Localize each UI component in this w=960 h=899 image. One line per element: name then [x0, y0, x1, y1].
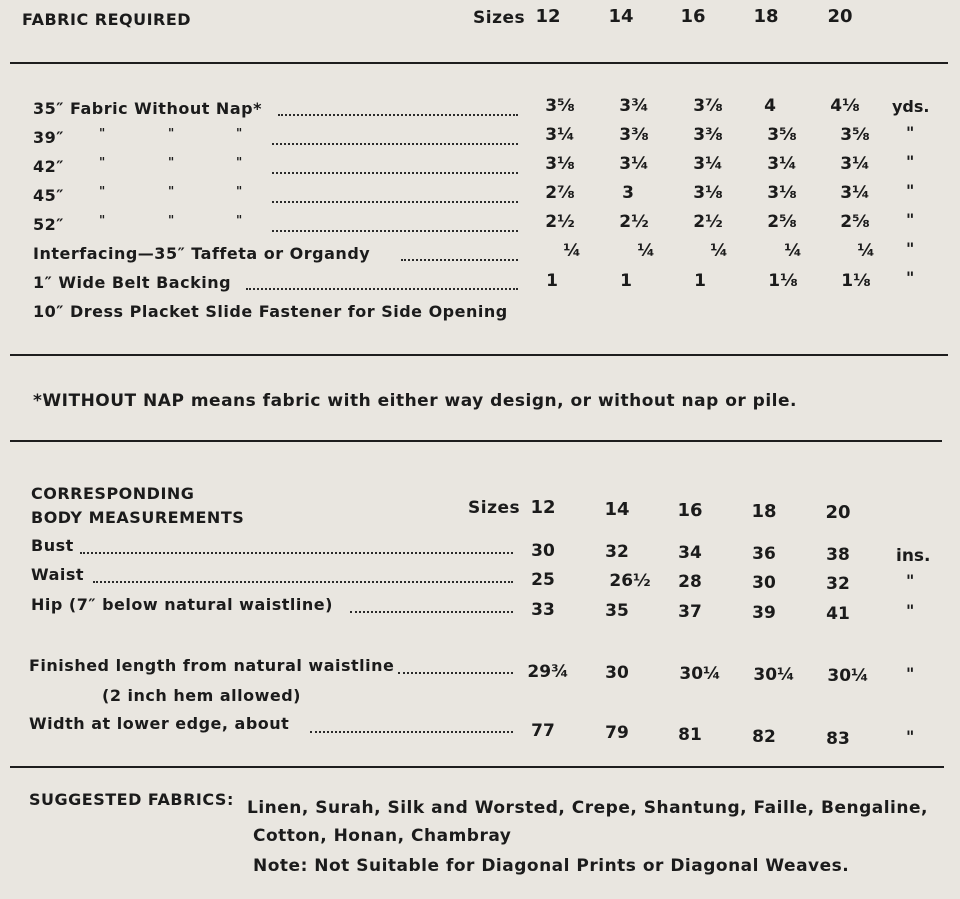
- body-sizes-label: Sizes: [468, 498, 521, 518]
- placket-fastener-line: 10″ Dress Placket Slide Fastener for Side Opening: [33, 302, 508, 321]
- divider: [10, 354, 948, 356]
- fabric-unit: ": [906, 210, 915, 229]
- fabric-value: 3¼: [767, 154, 797, 174]
- width-unit: ": [906, 727, 915, 746]
- fabric-unit: ": [906, 123, 915, 142]
- fabric-size-header: 18: [753, 6, 779, 27]
- fabric-value: 3¾: [619, 96, 649, 116]
- fabric-unit: ": [906, 239, 915, 258]
- finished-length-label: Finished length from natural waistline: [29, 656, 395, 675]
- body-measurements-heading: CORRESPONDING: [31, 484, 195, 503]
- measurement-value: 32: [826, 574, 850, 594]
- width-value: 82: [752, 727, 776, 747]
- measurement-label: Bust: [31, 536, 74, 555]
- suggested-fabrics-label: SUGGESTED FABRICS:: [29, 790, 234, 809]
- leader-dots: [246, 288, 518, 290]
- leader-dots: [272, 172, 518, 174]
- body-size-header: 20: [825, 502, 851, 523]
- fabric-unit: ": [906, 181, 915, 200]
- fabric-value: 4⅛: [830, 96, 860, 116]
- fabric-value: 3⅞: [693, 96, 723, 116]
- ditto-mark: ": [168, 155, 175, 169]
- measurement-unit: ins.: [896, 546, 931, 566]
- fabric-value: 3⅝: [840, 125, 870, 145]
- measurement-value: 30: [531, 541, 555, 561]
- measurement-value: 28: [678, 572, 702, 592]
- measurement-value: 38: [826, 545, 850, 565]
- width-value: 77: [531, 721, 555, 741]
- measurement-value: 37: [678, 602, 702, 622]
- fabric-value: 2½: [693, 212, 723, 232]
- measurement-value: 30: [752, 573, 776, 593]
- width-value: 79: [605, 723, 629, 743]
- ditto-mark: ": [236, 213, 243, 227]
- ditto-mark: ": [236, 155, 243, 169]
- leader-dots: [272, 201, 518, 203]
- fabric-sizes-label: Sizes: [473, 8, 526, 28]
- leader-dots: [80, 552, 513, 554]
- fabric-row-label: 42″: [33, 157, 64, 176]
- fabric-value: 3⅛: [545, 154, 575, 174]
- fabric-value: 2⅝: [767, 212, 797, 232]
- measurement-value: 41: [826, 604, 850, 624]
- fabric-value: 3: [622, 183, 634, 203]
- hem-note: (2 inch hem allowed): [102, 686, 301, 705]
- fabric-size-header: 20: [827, 6, 853, 27]
- suggested-fabrics-line: Cotton, Honan, Chambray: [253, 826, 512, 846]
- fabric-value: 3⅜: [619, 125, 649, 145]
- fabric-value: 3¼: [693, 154, 723, 174]
- fabric-value: 3⅛: [767, 183, 797, 203]
- measurement-value: 33: [531, 600, 555, 620]
- fabric-value: ¼: [563, 241, 581, 261]
- fabric-size-header: 12: [535, 6, 561, 27]
- measurement-value: 25: [531, 570, 555, 590]
- fabric-row-label: 45″: [33, 186, 64, 205]
- finished-length-value: 29¾: [527, 662, 569, 682]
- ditto-mark: ": [236, 126, 243, 140]
- diagonal-prints-note: Note: Not Suitable for Diagonal Prints or Diagonal Weaves.: [253, 856, 850, 876]
- fabric-value: 2½: [619, 212, 649, 232]
- fabric-value: 4: [764, 96, 776, 116]
- measurement-value: 26½: [609, 571, 651, 591]
- finished-length-value: 30¼: [827, 666, 869, 686]
- fabric-value: ¼: [710, 241, 728, 261]
- fabric-size-header: 16: [680, 6, 706, 27]
- ditto-mark: ": [99, 184, 106, 198]
- finished-length-value: 30¼: [679, 664, 721, 684]
- measurement-unit: ": [906, 601, 915, 620]
- body-size-header: 14: [604, 499, 630, 520]
- finished-length-value: 30¼: [753, 665, 795, 685]
- measurement-label: Hip (7″ below natural waistline): [31, 595, 333, 614]
- ditto-mark: ": [99, 213, 106, 227]
- fabric-value: 3¼: [840, 154, 870, 174]
- fabric-value: 1⅛: [841, 271, 871, 291]
- fabric-value: ¼: [857, 241, 875, 261]
- leader-dots: [401, 259, 518, 261]
- fabric-unit: yds.: [892, 97, 930, 116]
- fabric-value: ¼: [637, 241, 655, 261]
- divider: [10, 440, 942, 442]
- fabric-size-header: 14: [608, 6, 634, 27]
- fabric-row-label: 35″ Fabric Without Nap*: [33, 99, 262, 118]
- measurement-value: 32: [605, 542, 629, 562]
- ditto-mark: ": [99, 126, 106, 140]
- fabric-value: 3⅝: [545, 96, 575, 116]
- fabric-required-heading: FABRIC REQUIRED: [22, 10, 192, 29]
- fabric-value: 1: [546, 271, 558, 291]
- width-value: 81: [678, 725, 702, 745]
- leader-dots: [278, 114, 518, 116]
- divider: [10, 62, 948, 64]
- suggested-fabrics-line: Linen, Surah, Silk and Worsted, Crepe, Shantung, Faille, Bengaline,: [247, 798, 928, 818]
- finished-length-value: 30: [605, 663, 629, 683]
- body-measurements-heading: BODY MEASUREMENTS: [31, 508, 245, 527]
- measurement-value: 35: [605, 601, 629, 621]
- fabric-value: ¼: [784, 241, 802, 261]
- ditto-mark: ": [168, 126, 175, 140]
- body-size-header: 16: [677, 500, 703, 521]
- leader-dots: [272, 230, 518, 232]
- leader-dots: [398, 672, 513, 674]
- measurement-value: 36: [752, 544, 776, 564]
- ditto-mark: ": [168, 213, 175, 227]
- without-nap-note: *WITHOUT NAP means fabric with either way design, or without nap or pile.: [33, 391, 797, 411]
- divider: [10, 766, 944, 768]
- measurement-label: Waist: [31, 565, 85, 584]
- fabric-value: 3⅝: [767, 125, 797, 145]
- measurement-unit: ": [906, 571, 915, 590]
- leader-dots: [350, 611, 513, 613]
- body-size-header: 18: [751, 501, 777, 522]
- fabric-value: 2½: [545, 212, 575, 232]
- fabric-value: 3⅛: [693, 183, 723, 203]
- fabric-unit: ": [906, 268, 915, 287]
- fabric-value: 1: [694, 271, 706, 291]
- fabric-row-label: 52″: [33, 215, 64, 234]
- width-value: 83: [826, 729, 850, 749]
- ditto-mark: ": [168, 184, 175, 198]
- fabric-value: 2⅝: [840, 212, 870, 232]
- fabric-value: 3⅜: [693, 125, 723, 145]
- fabric-unit: ": [906, 152, 915, 171]
- body-size-header: 12: [530, 497, 556, 518]
- fabric-row-label: 39″: [33, 128, 64, 147]
- ditto-mark: ": [236, 184, 243, 198]
- fabric-row-label: Interfacing—35″ Taffeta or Organdy: [33, 244, 371, 263]
- measurement-value: 34: [678, 543, 702, 563]
- finished-length-unit: ": [906, 664, 915, 683]
- leader-dots: [310, 731, 513, 733]
- fabric-value: 1: [620, 271, 632, 291]
- width-lower-edge-label: Width at lower edge, about: [29, 714, 290, 733]
- fabric-value: 1⅛: [768, 271, 798, 291]
- fabric-value: 3¼: [619, 154, 649, 174]
- measurement-value: 39: [752, 603, 776, 623]
- fabric-value: 3¼: [545, 125, 575, 145]
- leader-dots: [272, 143, 518, 145]
- leader-dots: [93, 581, 513, 583]
- ditto-mark: ": [99, 155, 106, 169]
- fabric-row-label: 1″ Wide Belt Backing: [33, 273, 232, 292]
- fabric-value: 3¼: [840, 183, 870, 203]
- fabric-value: 2⅞: [545, 183, 575, 203]
